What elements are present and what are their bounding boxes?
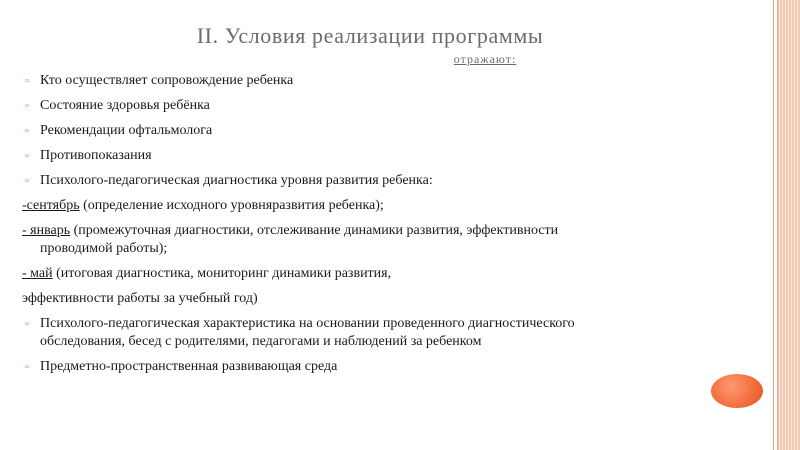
bullet-marker-icon: ▫ (25, 100, 29, 112)
list-item: ▫ Психолого-педагогическая диагностика уровня развития ребенка: (0, 172, 700, 190)
list-item: ▫ Предметно-пространственная развивающая среда (0, 358, 700, 376)
bullet-marker-icon: ▫ (25, 175, 29, 187)
right-decorative-line (773, 0, 774, 450)
schedule-item-may (0, 265, 700, 283)
schedule-term: -сентябрь (22, 198, 80, 213)
list-item: ▫ Противопоказания (0, 147, 700, 165)
title-text: II. Условия реализации программы (196, 23, 544, 48)
list-item: ▫ Психолого-педагогическая характеристика на основании проведенного диагностического обследования, бесед с родителями, педагогами и наблюдений за ребенком (0, 315, 700, 351)
list-item: ▫ Состояние здоровья ребёнка (0, 97, 700, 115)
right-decorative-band (777, 0, 800, 450)
right-decorative-line (777, 0, 778, 450)
schedule-text: (промежуточная диагностики, отслеживание динамики развития, эффективности (70, 223, 559, 238)
schedule-text-continued: проводимой работы); (40, 241, 168, 256)
title-subtitle: отражают: (453, 52, 517, 66)
bullet-marker-icon: ▫ (25, 361, 29, 373)
plain-line: эффективности работы за учебный год) (22, 291, 258, 306)
schedule-item-january (0, 222, 700, 258)
schedule-text: (итоговая диагностика, мониторинг динамики развития, (52, 266, 392, 281)
schedule-item-september (0, 197, 700, 215)
bullet-marker-icon: ▫ (25, 125, 29, 137)
slide-content (0, 72, 700, 383)
slide-title (0, 22, 740, 67)
bullet-marker-icon: ▫ (25, 150, 29, 162)
bullet-marker-icon: ▫ (25, 318, 29, 330)
schedule-term: - январь (22, 223, 71, 238)
list-item: ▫ Рекомендации офтальмолога (0, 122, 700, 140)
schedule-term: - май (22, 266, 53, 281)
decorative-orb-icon (711, 374, 763, 408)
schedule-text: (определение исходного уровняразвития ребенка); (79, 198, 384, 213)
list-item: ▫ Кто осуществляет сопровождение ребенка (0, 72, 700, 90)
bullet-marker-icon: ▫ (25, 75, 29, 87)
